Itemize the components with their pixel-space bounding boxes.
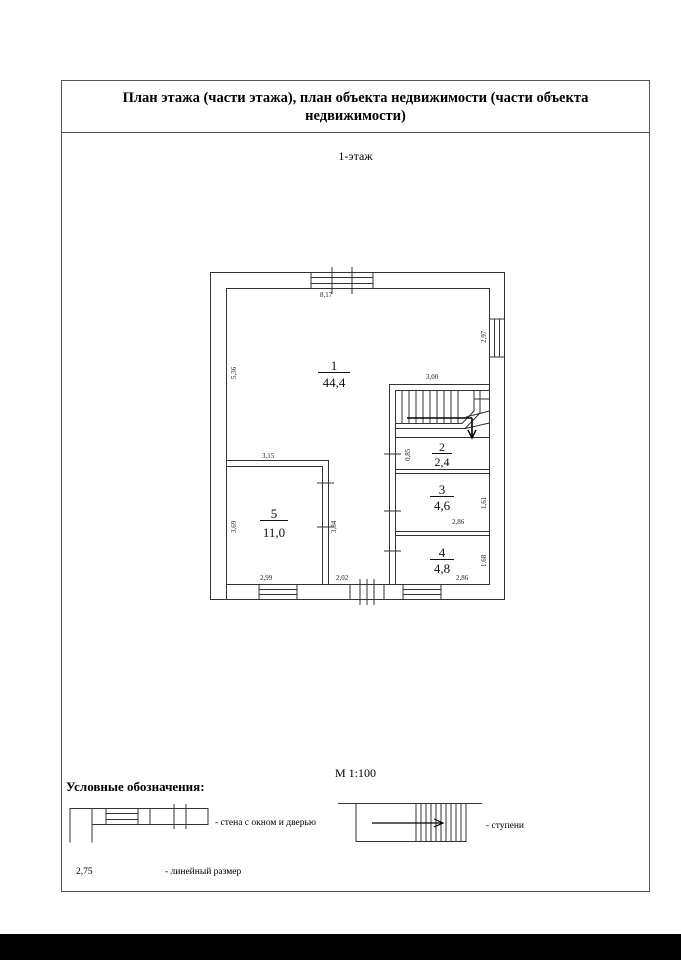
- dim-stair-width: 3,00: [426, 373, 439, 381]
- entrance-door: [350, 579, 384, 605]
- dim-room2-height: 0,85: [404, 448, 412, 461]
- dim-room5-height: 3,69: [230, 520, 238, 533]
- dim-right-upper: 2,97: [480, 330, 488, 343]
- room-5-number: 5: [270, 506, 278, 521]
- legend-title: Условные обозначения:: [66, 779, 205, 794]
- room-3-number: 3: [438, 482, 446, 497]
- legend-stairs-symbol: [338, 804, 482, 842]
- dim-room5-bottom: 2,99: [260, 574, 273, 582]
- room5-walls: [227, 461, 335, 585]
- dim-room3-height: 1,61: [480, 496, 488, 509]
- legend-wall-label: - стена с окном и дверью: [215, 818, 316, 828]
- right-window: [490, 319, 505, 357]
- legend-dim-label: - линейный размер: [165, 867, 242, 877]
- dim-corridor-bottom: 2,02: [336, 574, 349, 582]
- dim-room5-right: 3,84: [330, 520, 338, 533]
- legend-stairs-label: - ступени: [486, 821, 524, 831]
- dim-room3-width: 2,86: [452, 518, 465, 526]
- room-5-area: 11,0: [262, 525, 286, 540]
- top-window: [311, 267, 373, 294]
- legend-wall-symbol: [70, 804, 208, 843]
- dim-room4-width: 2,86: [456, 574, 469, 582]
- room-1-number: 1: [330, 358, 338, 373]
- dim-room4-height: 1,68: [480, 554, 488, 567]
- staircase: [396, 391, 490, 439]
- page-title: План этажа (части этажа), план объекта недвижимости (части объекта недвижимости): [122, 89, 589, 124]
- room-4-number: 4: [438, 545, 446, 560]
- plan-sheet: [61, 80, 650, 892]
- legend-dim-sample: 2,75: [76, 867, 93, 877]
- outer-walls: [211, 273, 505, 600]
- bottom-bar: [0, 934, 681, 960]
- dim-top-width: 8,17: [320, 291, 333, 299]
- scale-label: М 1:100: [334, 766, 376, 780]
- room-2-number: 2: [439, 440, 445, 454]
- dim-left-height: 5,36: [230, 366, 238, 379]
- dim-room5-top: 3,15: [262, 452, 275, 460]
- room-4-area: 4,8: [433, 561, 451, 576]
- room-3-area: 4,6: [433, 498, 451, 513]
- room-2-area: 2,4: [434, 455, 450, 469]
- floor-label: 1-этаж: [338, 149, 373, 163]
- room-1-area: 44,4: [322, 375, 346, 390]
